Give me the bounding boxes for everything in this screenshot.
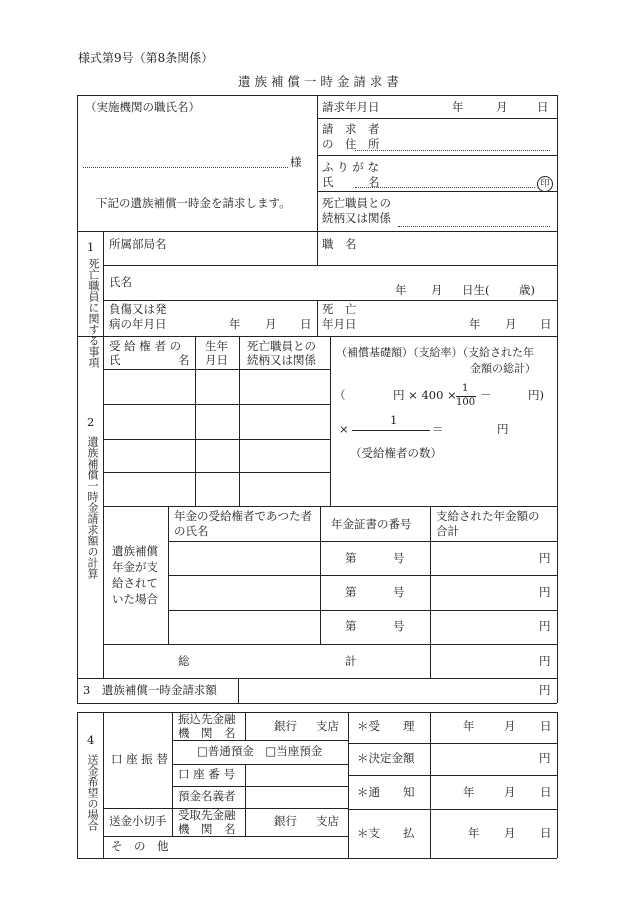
cert-dai-3: 第	[345, 619, 357, 633]
total-yen: 円	[539, 654, 551, 668]
injury-year-mark: 年	[229, 317, 241, 331]
addressee-label: （実施機関の職氏名）	[85, 100, 200, 114]
calc-frac-num: 1	[462, 383, 469, 394]
sec2-number: 2	[87, 415, 95, 429]
calc-yen-close: 円)	[528, 388, 544, 402]
year-mark: 年	[452, 100, 464, 114]
pension-case-4: いた場合	[112, 592, 158, 606]
calc-paren-open: （	[334, 388, 346, 402]
col-beneficiary-name-2: 氏 名	[109, 353, 190, 367]
calc-yen: 円	[497, 422, 509, 436]
transfer-bank-label-2: 機 関 名	[178, 726, 236, 740]
name-label: 氏名	[109, 275, 132, 289]
notice-label: ＊通 知	[357, 785, 415, 799]
request-date-label: 請求年月日	[322, 100, 380, 114]
payment-month: 月	[504, 826, 516, 840]
receipt-year: 年	[463, 719, 475, 733]
birth-month-mark: 月	[431, 283, 443, 297]
death-date-label-2: 年月日	[322, 317, 357, 331]
pension-case-1: 遺族補償	[112, 544, 158, 558]
claimant-name-label: 氏 名	[322, 175, 380, 189]
payment-day: 日	[540, 826, 552, 840]
receipt-label: ＊受 理	[357, 719, 415, 733]
sec4-vertical-title: 送金希望の場合	[86, 754, 99, 831]
pension-case-2: 年金が支	[112, 560, 158, 574]
amount-yen-3: 円	[539, 619, 551, 633]
pension-cert-label: 年金証書の番号	[331, 517, 412, 531]
calc-denominator-note: （受給権者の数）	[350, 446, 442, 460]
pension-holder-name-1: 年金の受給権者であつた者	[174, 509, 312, 523]
calc-minus: －	[480, 388, 492, 402]
decided-amount-yen: 円	[539, 751, 551, 765]
request-statement: 下記の遺族補償一時金を請求します。	[96, 196, 291, 210]
deposit-type-options[interactable]: □普通預金 □当座預金	[197, 744, 323, 758]
sec1-vertical-title: 死亡職員に関する事項	[87, 258, 100, 368]
relation-label-2: 続柄又は関係	[322, 211, 391, 225]
sec2-vertical-title: 遺族補償一時金請求額の計算	[86, 436, 99, 579]
calc-heading-2: 金額の総計）	[470, 362, 536, 375]
notice-month: 月	[504, 785, 516, 799]
dept-label: 所属部局名	[109, 237, 167, 251]
recv-bank-ginko: 銀行	[274, 814, 297, 828]
injury-date-label-1: 負傷又は発	[109, 302, 167, 316]
col-relation-2: 続柄又は関係	[247, 353, 316, 367]
cert-go-3: 号	[393, 619, 405, 633]
seal-mark: 印	[537, 176, 553, 192]
payment-label: ＊支 払	[357, 826, 415, 840]
birth-year-mark: 年	[395, 283, 407, 297]
calc-frac-den: 100	[456, 397, 476, 408]
receipt-month: 月	[504, 719, 516, 733]
cert-dai-2: 第	[345, 585, 357, 599]
pension-amount-label-1: 支給された年金額の	[436, 509, 540, 523]
death-year-mark: 年	[469, 317, 481, 331]
transfer-bank-ginko: 銀行	[274, 719, 297, 733]
recv-bank-label-2: 機 関 名	[178, 822, 236, 836]
injury-day-mark: 日	[300, 317, 312, 331]
death-date-label-1: 死 亡	[322, 302, 357, 316]
receipt-day: 日	[540, 719, 552, 733]
amount-yen-2: 円	[539, 585, 551, 599]
transfer-bank-label-1: 振込先金融	[178, 712, 236, 726]
calc-equals: ＝	[432, 422, 444, 436]
birth-day-mark: 日生(	[462, 283, 490, 297]
claimant-address-label-1: 請 求 者	[322, 122, 380, 136]
total-label-a: 総	[178, 654, 190, 668]
account-holder-label: 預金名義者	[178, 789, 236, 803]
pension-case-3: 給されて	[112, 576, 158, 590]
sec4-number: 4	[87, 733, 95, 747]
age-mark: 歳)	[519, 283, 535, 297]
notice-year: 年	[463, 785, 475, 799]
sama-label: 様	[290, 155, 302, 169]
calc-times: ×	[339, 422, 349, 436]
cert-dai-1: 第	[345, 551, 357, 565]
injury-date-label-2: 病の年月日	[109, 317, 167, 331]
payment-year: 年	[468, 826, 480, 840]
position-label: 職 名	[322, 237, 357, 251]
transfer-bank-shiten: 支店	[316, 719, 339, 733]
col-beneficiary-name-1: 受 給 権 者 の	[109, 339, 182, 353]
sec3-label: 3 遺族補償一時金請求額	[83, 683, 217, 697]
cert-go-1: 号	[393, 551, 405, 565]
account-number-label: 口 座 番 号	[178, 767, 235, 781]
form-title: 遺 族 補 償 一 時 金 請 求 書	[238, 74, 399, 89]
pension-amount-label-2: 合計	[436, 524, 459, 538]
injury-month-mark: 月	[265, 317, 277, 331]
claimant-address-label-2: の 住 所	[322, 137, 380, 151]
form-number: 様式第9号（第8条関係）	[78, 51, 214, 65]
col-birthdate-2: 月日	[205, 353, 228, 367]
furigana-label: ふ り が な	[322, 160, 379, 174]
recv-bank-shiten: 支店	[316, 814, 339, 828]
month-mark: 月	[496, 100, 508, 114]
remittance-check-label: 送金小切手	[109, 814, 167, 828]
notice-day: 日	[540, 785, 552, 799]
decided-amount-label: ＊決定金額	[357, 751, 415, 765]
death-month-mark: 月	[505, 317, 517, 331]
other-label: そ の 他	[111, 839, 169, 853]
col-relation-1: 死亡職員との	[247, 339, 316, 353]
death-day-mark: 日	[540, 317, 552, 331]
account-transfer-label: 口 座 振 替	[111, 752, 168, 766]
pension-holder-name-2: の氏名	[174, 524, 209, 538]
sec1-number: 1	[87, 240, 95, 254]
col-birthdate-1: 生年	[205, 339, 228, 353]
day-mark: 日	[537, 100, 549, 114]
cert-go-2: 号	[393, 585, 405, 599]
recv-bank-label-1: 受取先金融	[178, 808, 236, 822]
amount-yen-1: 円	[539, 551, 551, 565]
relation-label-1: 死亡職員との	[322, 196, 391, 210]
calc-yen-times: 円 × 400 ×	[393, 388, 457, 402]
calc-heading: （補償基礎額）（支給率）（支給された年	[336, 346, 534, 359]
total-label-b: 計	[345, 654, 357, 668]
calc-one: 1	[390, 413, 398, 427]
sec3-yen: 円	[539, 683, 551, 697]
